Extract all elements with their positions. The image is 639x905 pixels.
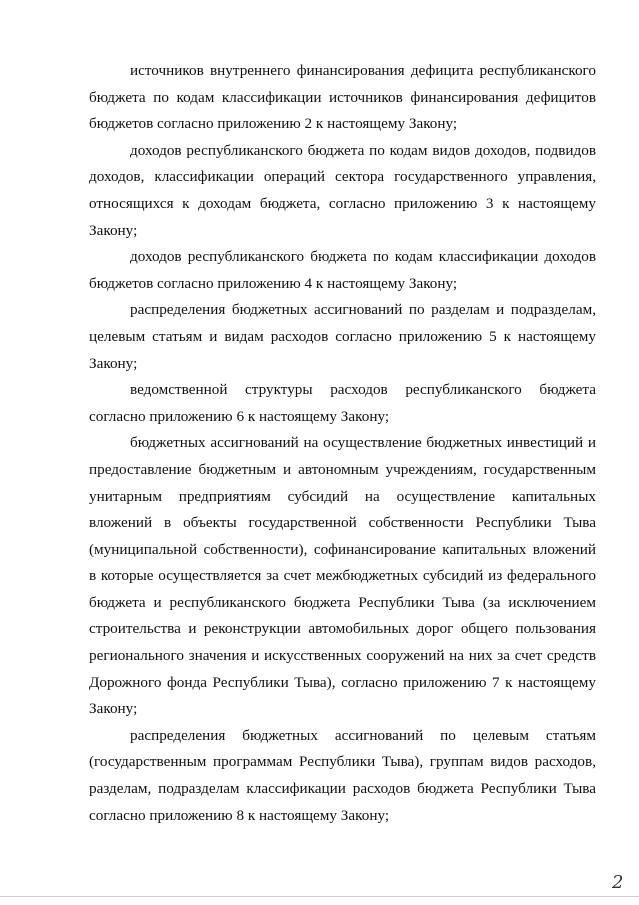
paragraph-capital-investments: бюджетных ассигнований на осуществление бюджетных инвестиций и предоставление бюджетным и автономным учреждениям, государственным унитарным предприятиям субсидий на осуществление капитальных вложений в объекты государственной собственности Республики Тыва (муниципальной собственности), софинансирование капитальных вложений в которые осуществляется за счет межбюджетных субсидий из федерального бюджета и республиканского бюджета Республики Тыва (за исключением строительства и реконструкции автомобильных дорог общего пользования регионального значения и искусственных сооружений на них за счет средств Дорожного фонда Республики Тыва), согласно приложению 7 к настоящему Закону; (89, 434, 596, 718)
document-body (89, 58, 596, 829)
paragraph-sources-financing: источников внутреннего финансирования дефицита республиканского бюджета по кодам классификации источников финансирования дефицитов бюджетов согласно приложению 2 к настоящему Закону; (89, 62, 596, 133)
paragraph-departmental-structure: ведомственной структуры расходов республиканского бюджета согласно приложению 6 к настоящему Закону; (89, 381, 596, 425)
paragraph-revenue-types: доходов республиканского бюджета по кодам видов доходов, подвидов доходов, классификации операций сектора государственного управления, относящихся к доходам бюджета, согласно приложению 3 к настоящему Закону; (89, 141, 596, 239)
paragraph-revenue-classification: доходов республиканского бюджета по кодам классификации доходов бюджетов согласно приложению 4 к настоящему Закону; (89, 248, 596, 292)
paragraph-allocation-sections: распределения бюджетных ассигнований по разделам и подразделам, целевым статьям и видам расходов согласно приложению 5 к настоящему Закону; (89, 301, 596, 372)
page-bottom-divider (0, 896, 639, 897)
paragraph-allocation-programs: распределения бюджетных ассигнований по целевым статьям (государственным программам Республики Тыва), группам видов расходов, разделам, подразделам классификации расходов бюджета Республики Тыва согласно приложению 8 к настоящему Закону; (89, 726, 596, 824)
handwritten-page-mark: 2 (612, 872, 624, 893)
